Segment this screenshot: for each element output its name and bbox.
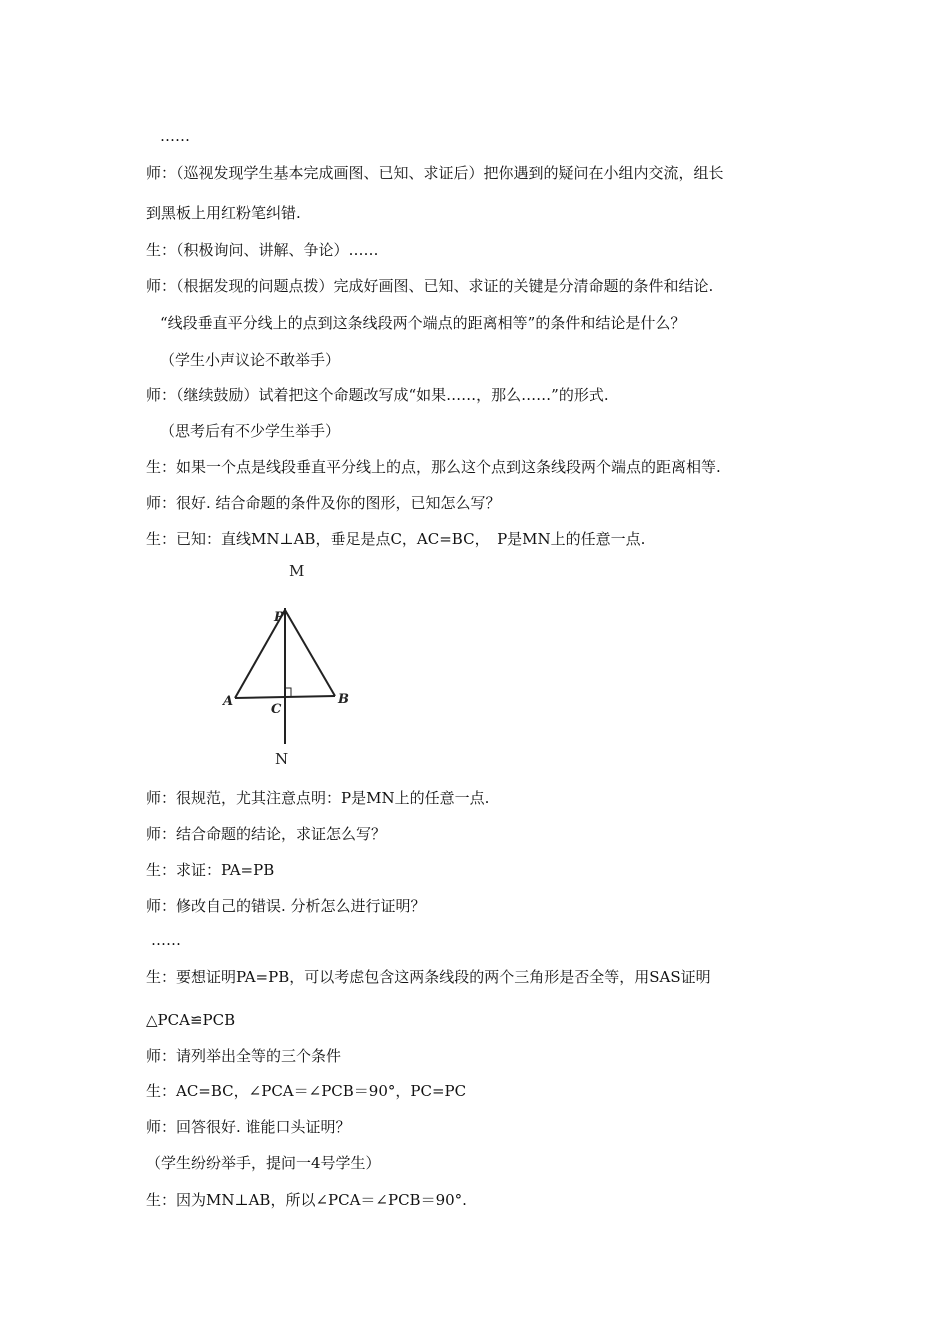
label-c: C <box>271 702 282 717</box>
student-line: 生：如果一个点是线段垂直平分线上的点，那么这个点到这条线段两个端点的距离相等. <box>146 458 721 476</box>
label-n: N <box>275 750 289 768</box>
teacher-line: 师：（根据发现的问题点拨）完成好画图、已知、求证的关键是分清命题的条件和结论. <box>146 277 714 295</box>
label-m: M <box>289 562 305 580</box>
ellipsis-line: …… <box>160 127 190 145</box>
student-line: 生：AC=BC，∠PCA＝∠PCB＝90°，PC=PC <box>146 1082 467 1100</box>
question-line: “线段垂直平分线上的点到这条线段两个端点的距离相等”的条件和结论是什么？ <box>160 314 686 332</box>
ellipsis-line: …… <box>151 931 181 949</box>
teacher-line: 师：很规范，尤其注意点明：P是MN上的任意一点. <box>146 789 490 807</box>
label-b: B <box>338 692 349 707</box>
teacher-line: 师：结合命题的结论，求证怎么写？ <box>146 825 387 843</box>
student-line: 生：已知：直线MN⊥AB，垂足是点C，AC=BC， P是MN上的任意一点. <box>146 530 646 548</box>
teacher-line: 师：（巡视发现学生基本完成画图、已知、求证后）把你遇到的疑问在小组内交流，组长 <box>146 164 724 182</box>
student-line-continued: △PCA≌PCB <box>146 1011 236 1029</box>
teacher-line: 师：请列举出全等的三个条件 <box>146 1047 342 1065</box>
narration-line: （学生小声议论不敢举手） <box>160 351 341 369</box>
narration-line: （学生纷纷举手，提问一4号学生） <box>146 1154 381 1172</box>
segment-pb <box>285 610 335 696</box>
student-line: 生：求证：PA=PB <box>146 861 275 879</box>
student-line: 生：因为MN⊥AB，所以∠PCA＝∠PCB＝90°. <box>146 1191 467 1209</box>
teacher-line: 师：修改自己的错误. 分析怎么进行证明？ <box>146 897 426 915</box>
label-p: P <box>274 610 284 625</box>
narration-line: （思考后有不少学生举手） <box>160 422 341 440</box>
student-line: 生：（积极询问、讲解、争论）…… <box>146 241 379 259</box>
teacher-line: 师：回答很好. 谁能口头证明？ <box>146 1118 351 1136</box>
student-line: 生：要想证明PA=PB，可以考虑包含这两条线段的两个三角形是否全等，用SAS证明 <box>146 968 711 986</box>
perpendicular-bisector-figure <box>210 558 370 778</box>
teacher-line: 师：（继续鼓励）试着把这个命题改写成“如果……，那么……”的形式. <box>146 386 609 404</box>
segment-ab <box>235 696 335 698</box>
teacher-line-continued: 到黑板上用红粉笔纠错. <box>146 204 301 222</box>
label-a: A <box>223 694 234 709</box>
teacher-line: 师：很好. 结合命题的条件及你的图形，已知怎么写？ <box>146 494 501 512</box>
